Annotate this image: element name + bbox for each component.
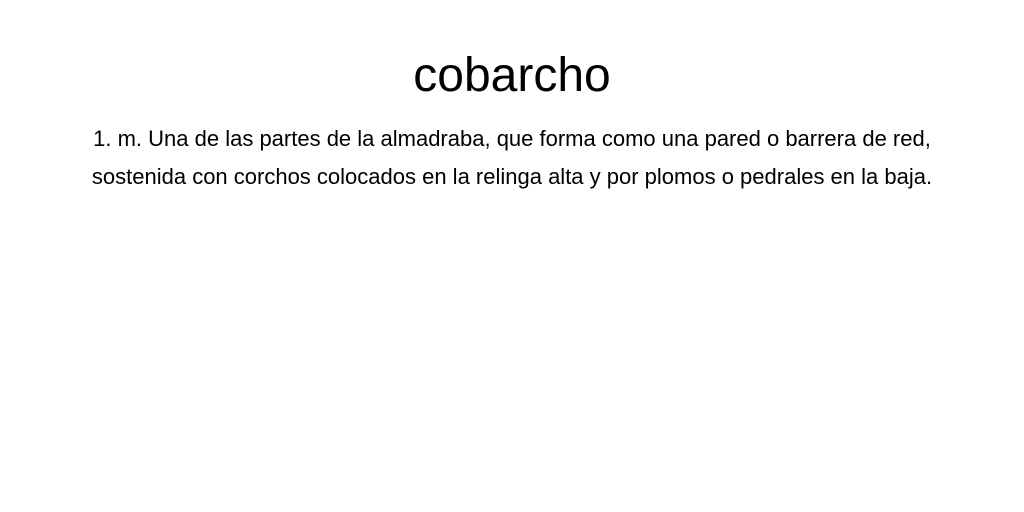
- headword: cobarcho: [413, 49, 611, 102]
- definition-1: 1. m. Una de las partes de la almadraba, que forma como una pared o barrera de red, sostenida con corchos colocados en la relinga alta y por plomos o pedrales en la baja.: [91, 126, 933, 189]
